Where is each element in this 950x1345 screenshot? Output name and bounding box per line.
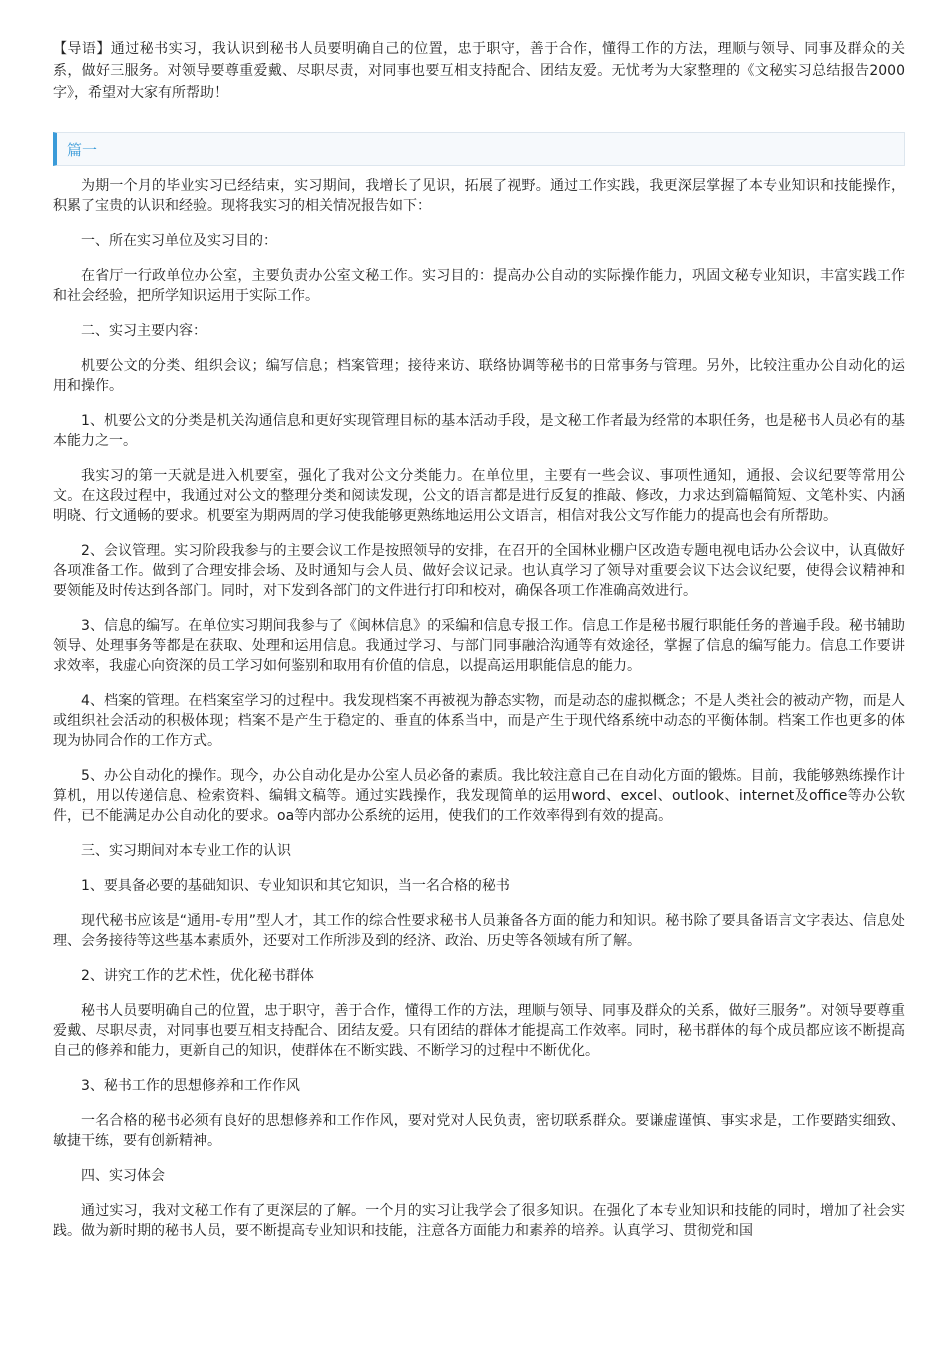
paragraph: 通过实习，我对文秘工作有了更深层的了解。一个月的实习让我学会了很多知识。在强化了本专业知识和技能的同时，增加了社会实践。做为新时期的秘书人员，要不断提高专业知识和技能，注意各方面能力和素养的培养。认真学习、贯彻党和国 bbox=[53, 1203, 905, 1239]
paragraph: 我实习的第一天就是进入机要室，强化了我对公文分类能力。在单位里，主要有一些会议、事项性通知，通报、会议纪要等常用公文。在这段过程中，我通过对公文的整理分类和阅读发现，公文的语言都是进行反复的推敲、修改，力求达到篇幅简短、文笔朴实、内涵明晓、行文通畅的要求。机要室为期两周的学习使我能够更熟练地运用公文语言，相信对我公文写作能力的提高也会有所帮助。 bbox=[53, 468, 905, 524]
subheading: 1、要具备必要的基础知识、专业知识和其它知识，当一名合格的秘书 bbox=[81, 878, 510, 894]
paragraph: 3、信息的编写。在单位实习期间我参与了《闽林信息》的采编和信息专报工作。信息工作是秘书履行职能任务的普遍手段。秘书辅助领导、处理事务等都是在获取、处理和运用信息。我通过学习、与部门同事融洽沟通等有效途径，掌握了信息的编写能力。信息工作要讲求效率，我虚心向资深的员工学习如何鉴别和取用有价值的信息，以提高运用职能信息的能力。 bbox=[53, 618, 905, 674]
paragraph: 现代秘书应该是“通用-专用”型人才，其工作的综合性要求秘书人员兼备各方面的能力和知识。秘书除了要具备语言文字表达、信息处理、会务接待等这些基本素质外，还要对工作所涉及到的经济、政治、历史等各领域有所了解。 bbox=[53, 913, 905, 949]
section-title: 篇一 bbox=[67, 140, 98, 159]
paragraph: 4、档案的管理。在档案室学习的过程中。我发现档案不再被视为静态实物，而是动态的虚拟概念；不是人类社会的被动产物，而是人或组织社会活动的积极体现；档案不是产生于稳定的、垂直的体系当中，而是产生于现代络系统中动态的平衡体制。档案工作也更多的体现为协同合作的工作方式。 bbox=[53, 693, 905, 749]
paragraph: 为期一个月的毕业实习已经结束，实习期间，我增长了见识，拓展了视野。通过工作实践，我更深层掌握了本专业知识和技能操作，积累了宝贵的认识和经验。现将我实习的相关情况报告如下： bbox=[53, 178, 905, 214]
heading-understanding: 三、实习期间对本专业工作的认识 bbox=[81, 843, 291, 859]
paragraph: 机要公文的分类、组织会议；编写信息；档案管理；接待来访、联络协调等秘书的日常事务与管理。另外，比较注重办公自动化的运用和操作。 bbox=[53, 358, 905, 394]
paragraph: 5、办公自动化的操作。现今，办公自动化是办公室人员必备的素质。我比较注意自己在自动化方面的锻炼。目前，我能够熟练操作计算机，用以传递信息、检索资料、编辑文稿等。通过实践操作，我发现简单的运用word、excel、outlook、internet及office等办公软件，已不能满足办公自动化的要求。oa等内部办公系统的运用，使我们的工作效率得到有效的提高。 bbox=[53, 768, 905, 824]
paragraph: 在省厅一行政单位办公室，主要负责办公室文秘工作。实习目的：提高办公自动的实际操作能力，巩固文秘专业知识，丰富实践工作和社会经验，把所学知识运用于实际工作。 bbox=[53, 268, 905, 304]
heading-internship-unit: 一、所在实习单位及实习目的： bbox=[81, 233, 277, 249]
paragraph: 秘书人员要明确自己的位置，忠于职守，善于合作，懂得工作的方法，理顺与领导、同事及群众的关系，做好三服务”。对领导要尊重爱戴、尽职尽责，对同事也要互相支持配合、团结友爱。只有团结的群体才能提高工作效率。同时，秘书群体的每个成员都应该不断提高自己的修养和能力，更新自己的知识，使群体在不断实践、不断学习的过程中不断优化。 bbox=[53, 1003, 905, 1059]
heading-experience: 四、实习体会 bbox=[81, 1168, 165, 1184]
heading-main-content: 二、实习主要内容： bbox=[81, 323, 207, 339]
section-header bbox=[53, 132, 905, 166]
paragraph: 1、机要公文的分类是机关沟通信息和更好实现管理目标的基本活动手段，是文秘工作者最为经常的本职任务，也是秘书人员必有的基本能力之一。 bbox=[53, 413, 905, 449]
subheading: 3、秘书工作的思想修养和工作作风 bbox=[81, 1078, 300, 1094]
subheading: 2、讲究工作的艺术性，优化秘书群体 bbox=[81, 968, 314, 984]
paragraph: 2、会议管理。实习阶段我参与的主要会议工作是按照领导的安排，在召开的全国林业棚户区改造专题电视电话办公会议中，认真做好各项准备工作。做到了合理安排会场、及时通知与会人员、做好会议记录。也认真学习了领导对重要会议下达会议纪要，使得会议精神和要领能及时传达到各部门。同时，对下发到各部门的文件进行打印和校对，确保各项工作准确高效进行。 bbox=[53, 543, 905, 599]
article-body bbox=[53, 176, 905, 1241]
document-page bbox=[53, 38, 905, 1256]
paragraph: 一名合格的秘书必须有良好的思想修养和工作作风，要对党对人民负责，密切联系群众。要谦虚谨慎、事实求是，工作要踏实细致、敏捷干练，要有创新精神。 bbox=[53, 1113, 905, 1149]
intro-paragraph: 【导语】通过秘书实习，我认识到秘书人员要明确自己的位置，忠于职守，善于合作，懂得工作的方法，理顺与领导、同事及群众的关系，做好三服务。对领导要尊重爱戴、尽职尽责，对同事也要互相支持配合、团结友爱。无忧考为大家整理的《文秘实习总结报告2000字》，希望对大家有所帮助！ bbox=[53, 41, 905, 101]
